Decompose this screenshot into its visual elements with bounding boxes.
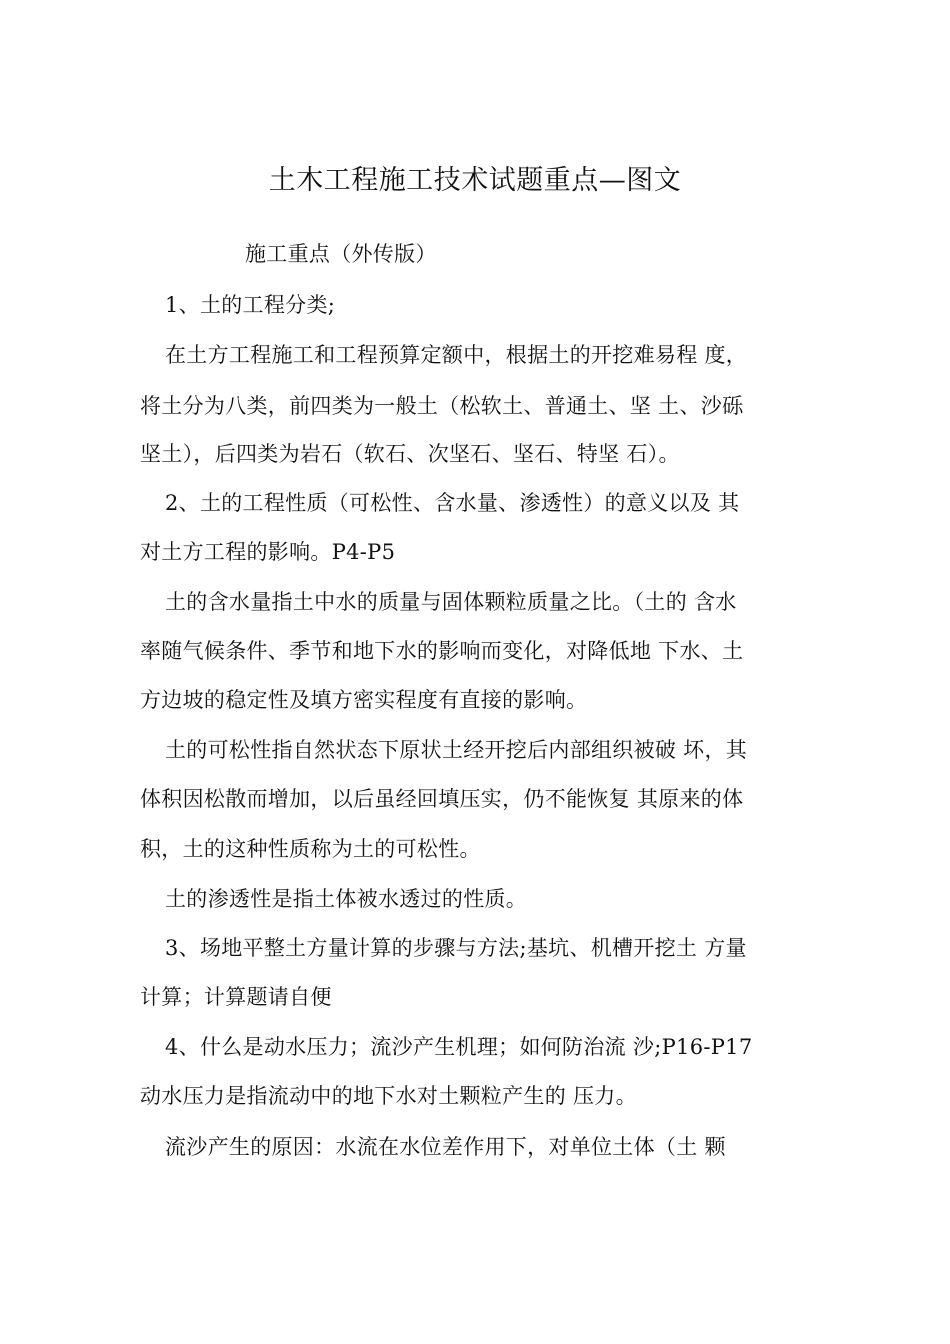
paragraph-line: 将土分为八类，前四类为一般土（松软土、普通土、坚 土、沙砾 xyxy=(140,394,744,418)
paragraph-line: 对土方工程的影响。P4-P5 xyxy=(140,540,396,564)
paragraph-line: 在土方工程施工和工程预算定额中，根据土的开挖难易程 度， xyxy=(165,343,748,367)
paragraph-line: 坚土），后四类为岩石（软石、次坚石、坚石、特坚 石）。 xyxy=(140,442,680,466)
paragraph-line: 3、场地平整土方量计算的步骤与方法;基坑、机槽开挖土 方量 xyxy=(165,936,747,960)
paragraph-line: 流沙产生的原因：水流在水位差作用下，对单位土体（土 颗 xyxy=(165,1135,726,1159)
paragraph-line: 土的含水量指土中水的质量与固体颗粒质量之比。（土的 含水 xyxy=(165,590,737,614)
paragraph-line: 1、土的工程分类; xyxy=(165,293,336,317)
paragraph-line: 2、土的工程性质（可松性、含水量、渗透性）的意义以及 其 xyxy=(165,491,740,515)
document-subtitle: 施工重点（外传版） xyxy=(245,242,437,266)
paragraph-line: 动水压力是指流动中的地下水对土颗粒产生的 压力。 xyxy=(140,1084,637,1108)
paragraph-line: 计算；计算题请自便 xyxy=(140,985,332,1009)
paragraph-line: 土的可松性指自然状态下原状土经开挖后内部组织被破 坏，其 xyxy=(165,738,748,762)
paragraph-line: 土的渗透性是指土体被水透过的性质。 xyxy=(165,887,528,911)
paragraph-line: 率随气候条件、季节和地下水的影响而变化，对降低地 下水、土 xyxy=(140,639,744,663)
paragraph-line: 方边坡的稳定性及填方密实程度有直接的影响。 xyxy=(140,688,588,712)
document-title: 土木工程施工技术试题重点—图文 xyxy=(268,165,682,196)
paragraph-line: 积，土的这种性质称为土的可松性。 xyxy=(140,837,481,861)
paragraph-line: 体积因松散而增加，以后虽经回填压实，仍不能恢复 其原来的体 xyxy=(140,787,744,811)
paragraph-line: 4、什么是动水压力；流沙产生机理；如何防治流 沙;P16-P17 xyxy=(165,1035,753,1059)
